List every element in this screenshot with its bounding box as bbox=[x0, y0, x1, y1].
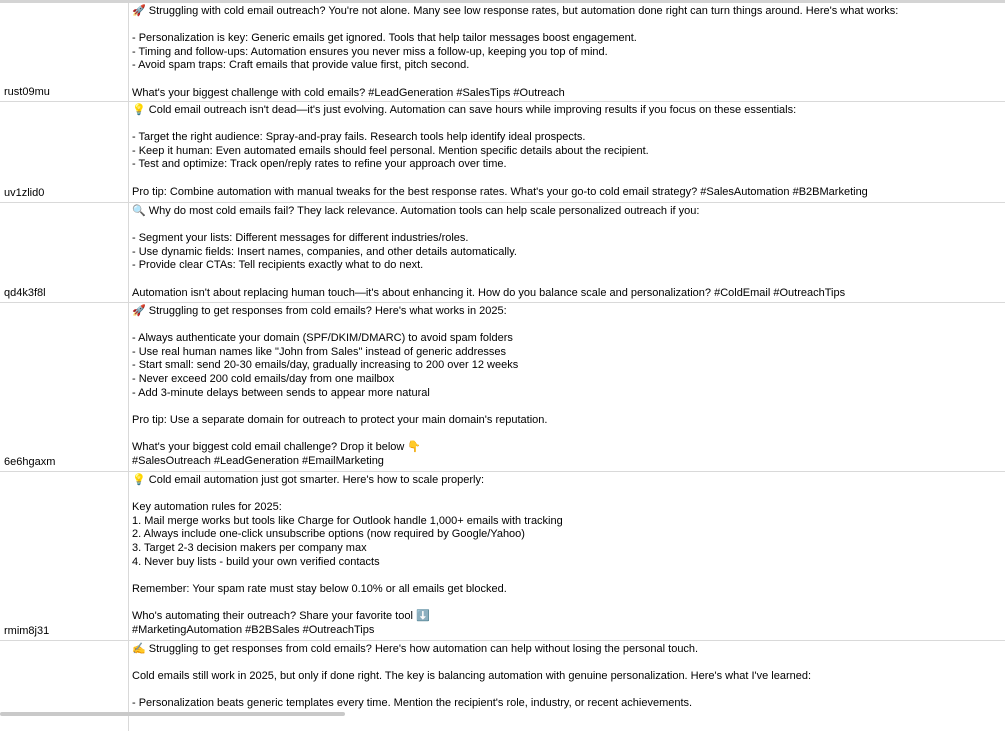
post-cell[interactable]: 🚀 Struggling with cold email outreach? You're not alone. Many see low response rates, but automation done right can turn things around. Here's what works: - Personalization is key: Generic emails get ignored. Tools that help tailor messages boost engagement. - Timing and follow-ups: Automation ensures you never miss a follow-up, keeping you top of mind. - Avoid spam traps: Craft emails that provide value first, pitch second. What's your biggest challenge with cold emails? #LeadGeneration #SalesTips #Outreach bbox=[132, 5, 899, 99]
id-cell[interactable] bbox=[0, 102, 129, 202]
row-id: qd4k3f8l bbox=[4, 287, 46, 300]
row-id: uv1zlid0 bbox=[4, 187, 45, 200]
row-id: 6e6hgaxm bbox=[4, 456, 56, 469]
post-cell[interactable]: 💡 Cold email outreach isn't dead—it's just evolving. Automation can save hours while improving results if you focus on these essentials: - Target the right audience: Spray-and-pray fails. Research tools help identify ideal prospects. - Keep it human: Even automated emails should feel personal. Mention specific details about the recipient. - Test and optimize: Track open/reply rates to refine your approach over time. Pro tip: Combine automation with manual tweaks for the best response rates. What's your go-to cold email strategy? #SalesAutomation #B2BMarketing bbox=[132, 104, 868, 198]
table-row[interactable] bbox=[0, 472, 1005, 641]
table-row[interactable] bbox=[0, 102, 1005, 203]
id-cell[interactable] bbox=[0, 472, 129, 640]
id-cell[interactable] bbox=[0, 3, 129, 101]
table-row[interactable] bbox=[0, 203, 1005, 303]
table-row[interactable] bbox=[0, 303, 1005, 472]
row-id: rmim8j31 bbox=[4, 625, 50, 638]
row-id: rust09mu bbox=[4, 86, 50, 99]
post-cell[interactable]: ✍️ Struggling to get responses from cold emails? Here's how automation can help without losing the personal touch. Cold emails still work in 2025, but only if done right. The key is balancing automation with genuine personalization. Here's what I've learned: - Personalization beats generic templates every time. Mention the recipient's role, industry, or recent achievements. bbox=[132, 643, 812, 710]
horizontal-scrollbar[interactable] bbox=[0, 712, 345, 716]
id-cell[interactable] bbox=[0, 303, 129, 471]
post-cell[interactable]: 🚀 Struggling to get responses from cold emails? Here's what works in 2025: - Always authenticate your domain (SPF/DKIM/DMARC) to avoid spam folders - Use real human names like "John from Sales" instead of generic addresses - Start small: send 20-30 emails/day, gradually increasing to 200 over 12 weeks - Never exceed 200 cold emails/day from one mailbox - Add 3-minute delays between sends to appear more natural Pro tip: Use a separate domain for outreach to protect your main domain's reputation. What's your biggest cold email challenge? Drop it below 👇 #SalesOutreach #LeadGeneration #EmailMarketing bbox=[132, 305, 548, 467]
table-row[interactable] bbox=[0, 3, 1005, 102]
posts-table bbox=[0, 3, 1005, 731]
id-cell[interactable] bbox=[0, 203, 129, 302]
post-cell[interactable]: 🔍 Why do most cold emails fail? They lack relevance. Automation tools can help scale personalized outreach if you: - Segment your lists: Different messages for different industries/roles. - Use dynamic fields: Insert names, companies, and other details automatically. - Provide clear CTAs: Tell recipients exactly what to do next. Automation isn't about replacing human touch—it's about enhancing it. How do you balance scale and personalization? #ColdEmail #OutreachTips bbox=[132, 205, 846, 299]
table-row[interactable] bbox=[0, 641, 1005, 731]
post-cell[interactable]: 💡 Cold email automation just got smarter. Here's how to scale properly: Key automation rules for 2025: 1. Mail merge works but tools like Charge for Outlook handle 1,000+ emails with tracking 2. Always include one-click unsubscribe options (now required by Google/Yahoo) 3. Target 2-3 decision makers per company max 4. Never buy lists - build your own verified contacts Remember: Your spam rate must stay below 0.10% or all emails get blocked. Who's automating their outreach? Share your favorite tool ⬇️ #MarketingAutomation #B2BSales #OutreachTips bbox=[132, 474, 563, 636]
id-cell[interactable] bbox=[0, 641, 129, 731]
